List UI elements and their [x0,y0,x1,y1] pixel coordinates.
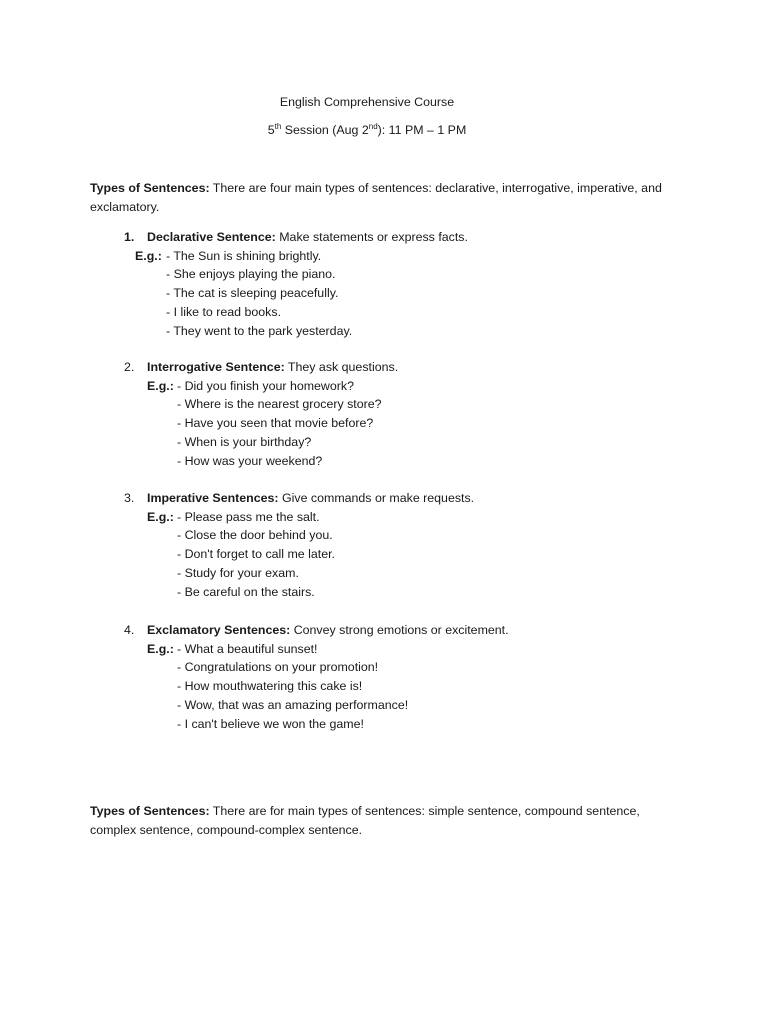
item-heading [124,621,684,640]
list-item: - Did you finish your homework? [177,378,354,393]
eg-label: E.g.: [147,378,174,393]
session-line [0,121,734,140]
list-item: - I can't believe we won the game! [177,716,364,731]
item-description: They ask questions. [284,360,399,374]
list-item: - Congratulations on your promotion! [177,660,379,675]
eg-label: E.g.: [135,248,162,263]
outro-label: Types of Sentences: [90,804,210,818]
course-title: English Comprehensive Course [279,95,455,109]
list-item: - Close the door behind you. [177,528,333,543]
sentence-type-exclamatory [124,621,684,733]
outro-text: There are for main types of sentences: simple sentence, compound sentence, complex sentence, compound-complex sentence. [90,804,640,837]
list-item: - The cat is sleeping peacefully. [166,286,339,301]
list-item: - What a beautiful sunset! [177,641,318,656]
list-item: - Be careful on the stairs. [177,584,315,599]
item-heading [124,358,684,377]
item-heading [124,489,684,508]
session-middle: Session (Aug 2 [281,123,369,137]
intro-paragraph [90,179,680,216]
examples-block [124,640,684,734]
list-item: - Please pass me the salt. [177,509,320,524]
examples-list [166,247,684,341]
item-number: 3. [124,491,135,505]
item-title: Imperative Sentences: [147,491,279,505]
session-prefix: 5 [267,123,275,137]
examples-list [177,377,684,471]
list-item: - The Sun is shining brightly. [166,248,322,263]
eg-label: E.g.: [147,641,174,656]
list-item: - They went to the park yesterday. [166,323,353,338]
list-item: - Don't forget to call me later. [177,547,336,562]
item-description: Convey strong emotions or excitement. [290,623,509,637]
sentence-type-interrogative [124,358,684,470]
list-item: - Have you seen that movie before? [177,416,374,431]
item-title: Declarative Sentence: [147,230,276,244]
item-title: Interrogative Sentence: [147,360,285,374]
item-number: 1. [124,230,135,244]
examples-block [124,377,684,471]
examples-block [124,247,684,341]
item-title: Exclamatory Sentences: [147,623,291,637]
outro-paragraph [90,802,680,839]
examples-list [177,640,684,734]
list-item: - Where is the nearest grocery store? [177,397,382,412]
examples-list [177,508,684,602]
session-superscript-th: th [274,121,282,131]
intro-text: There are four main types of sentences: declarative, interrogative, imperative, and exclamatory. [90,181,662,214]
session-superscript-nd: nd [368,121,378,131]
eg-label: E.g.: [147,509,174,524]
intro-label: Types of Sentences: [90,181,210,195]
list-item: - How was your weekend? [177,453,323,468]
item-heading [124,228,684,247]
item-description: Give commands or make requests. [278,491,475,505]
item-number: 4. [124,623,135,637]
sentence-type-declarative [124,228,684,340]
item-description: Make statements or express facts. [275,230,468,244]
list-item: - Wow, that was an amazing performance! [177,697,409,712]
sentence-type-imperative [124,489,684,601]
session-suffix: ): 11 PM – 1 PM [377,123,467,137]
list-item: - Study for your exam. [177,565,299,580]
list-item: - When is your birthday? [177,434,312,449]
examples-block [124,508,684,602]
list-item: - How mouthwatering this cake is! [177,679,363,694]
item-number: 2. [124,360,135,374]
list-item: - She enjoys playing the piano. [166,267,336,282]
list-item: - I like to read books. [166,304,282,319]
